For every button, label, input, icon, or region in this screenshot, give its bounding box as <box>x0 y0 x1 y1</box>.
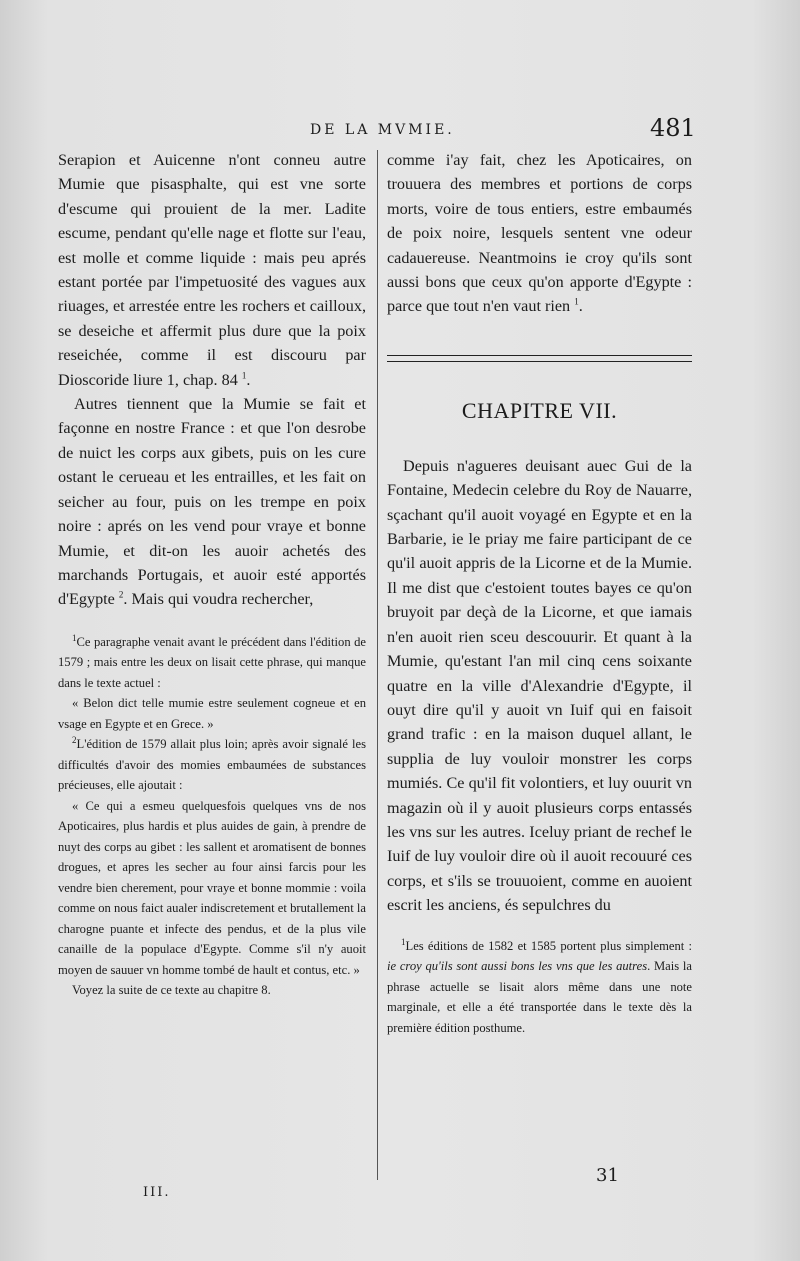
running-head-title: DE LA MVMIE. <box>310 122 455 138</box>
footnote-1: $^1$Ce paragraphe venait avant le précédent dans l'édition de 1579 ; mais entre les deux on lisait cette phrase, qui manque dans le texte actuel : <box>58 632 366 690</box>
column-divider <box>377 150 378 1180</box>
left-paragraph-2: Autres tiennent que la Mumie se fait et façonne en nostre France : et que l'on desrobe de nuict les corps aux gibets, puis on les cure ostant le cerueau et les entrailles, et les fait on seicher au four, puis on les trempe en poix noire : aprés on les vend pour vraye et bonne Mumie, et dit-on les auoir achetés des marchands Portugais, et auoir esté apportés d'Egypte $^2$. Mais qui voudra rechercher, <box>58 395 366 609</box>
sheet-number: 31 <box>596 1165 619 1186</box>
footnote-ref[interactable]: 1 <box>574 297 579 308</box>
footnote-2-quote: « Ce qui a esmeu quelquesfois quelques vns de nos Apoticaires, plus hardis et plus auides de gain, à prendre de nuyt des corps au gibet : les sallent et aromatisent de bonnes drogues, et apres les secher au four ainsi farcis pour les vendre bien cherement, pour vraye et bonne mommie : voila comme on nous faict aualer indiscretement et brutallement la charogne puante et infecte des pendus, et de la plus vile canaille de la populace d'Egypte. Comme s'il n'y auoit moyen de sauuer vn homme tombé de hault et contus, etc. » <box>58 798 366 977</box>
right-column <box>387 148 692 1038</box>
signature-mark: III. <box>143 1185 171 1200</box>
left-paragraph-1: Serapion et Auicenne n'ont conneu autre Mumie que pisasphalte, qui est vne sorte d'escume qui prouient de la mer. Ladite escume, pendant qu'elle nage et flotte sur l'eau, est molle et comme liquide : mais peu aprés estant portée par l'impetuosité des vagues aux riuages, et arrestée entre les rochers et cailloux, se deseiche et affermit plus dure que la poix reseichée, comme il est discouru par Dioscoride liure 1, chap. 84 $^1$. <box>58 151 366 389</box>
footnote-2-continuation: Voyez la suite de ce texte au chapitre 8. <box>72 983 271 998</box>
chapter-title: CHAPITRE VII. <box>461 397 618 423</box>
footnote-1-quote: « Belon dict telle mumie estre seulement cogneue et en vsage en Egypte et en Grece. » <box>58 696 366 731</box>
footnote-2: $^2$L'édition de 1579 allait plus loin; après avoir signalé les difficultés d'avoir des momies embaumées de substances précieuses, elle ajoutait : <box>58 735 366 793</box>
footnote-right-1: $^1$Les éditions de 1582 et 1585 portent plus simplement : ie croy qu'ils sont aussi bons les vns que les autres. Mais la phrase actuelle se lisait alors même dans une note marginale, et elle a été transportée dans le texte dès la première édition posthume. <box>387 936 692 1035</box>
page-number: 481 <box>650 114 696 142</box>
footnote-ref[interactable]: 2 <box>118 589 124 600</box>
right-footnotes <box>387 936 692 1039</box>
right-paragraph-2: Depuis n'agueres deuisant auec Gui de la Fontaine, Medecin celebre du Roy de Nauarre, sçachant qu'il auoit voyagé en Egypte et en la Barbarie, ie le priay me faire participant de ce qu'il auoit appris de la Licorne et de la Mumie. Il me dist que c'estoient toutes bayes ce qu'on bruyoit par deçà de la Licorne, et que iamais n'en auoit rien sceu descouurir. Et quant à la Mumie, qu'estant l'an mil cinq cens soixante quatre en la ville d'Alexandrie d'Egypte, il ouyt dire qu'il y auoit vn Iuif qui en faisoit grand trafic : en la maison duquel allant, le supplia de luy vouloir monstrer les corps mumiés. Ce qu'il fit volontiers, et luy ouurit vn magazin où il y auoit plusieurs corps entassés les vns sur les autres. Iceluy priant de rechef le Iuif de luy vouloir dire où il auoit recouuré ces corps, et s'ils se trouuoient, comme en auoient escrit les anciens, és sepulchres du <box>387 456 692 915</box>
left-footnotes <box>58 632 366 1001</box>
right-paragraph-1: comme i'ay fait, chez les Apoticaires, on trouuera des membres et portions de corps morts, voire de tous entiers, estre embaumés de poix noire, lesquels sentent vne odeur cadauereuse. Neantmoins ie croy qu'ils sont aussi bons que ceux qu'on apporte d'Egypte : parce que tout n'en vaut rien $^1$. <box>387 151 692 316</box>
footnote-ref[interactable]: 1 <box>241 370 247 381</box>
running-head <box>0 114 800 148</box>
section-rule <box>387 355 692 362</box>
left-column <box>58 148 366 1001</box>
